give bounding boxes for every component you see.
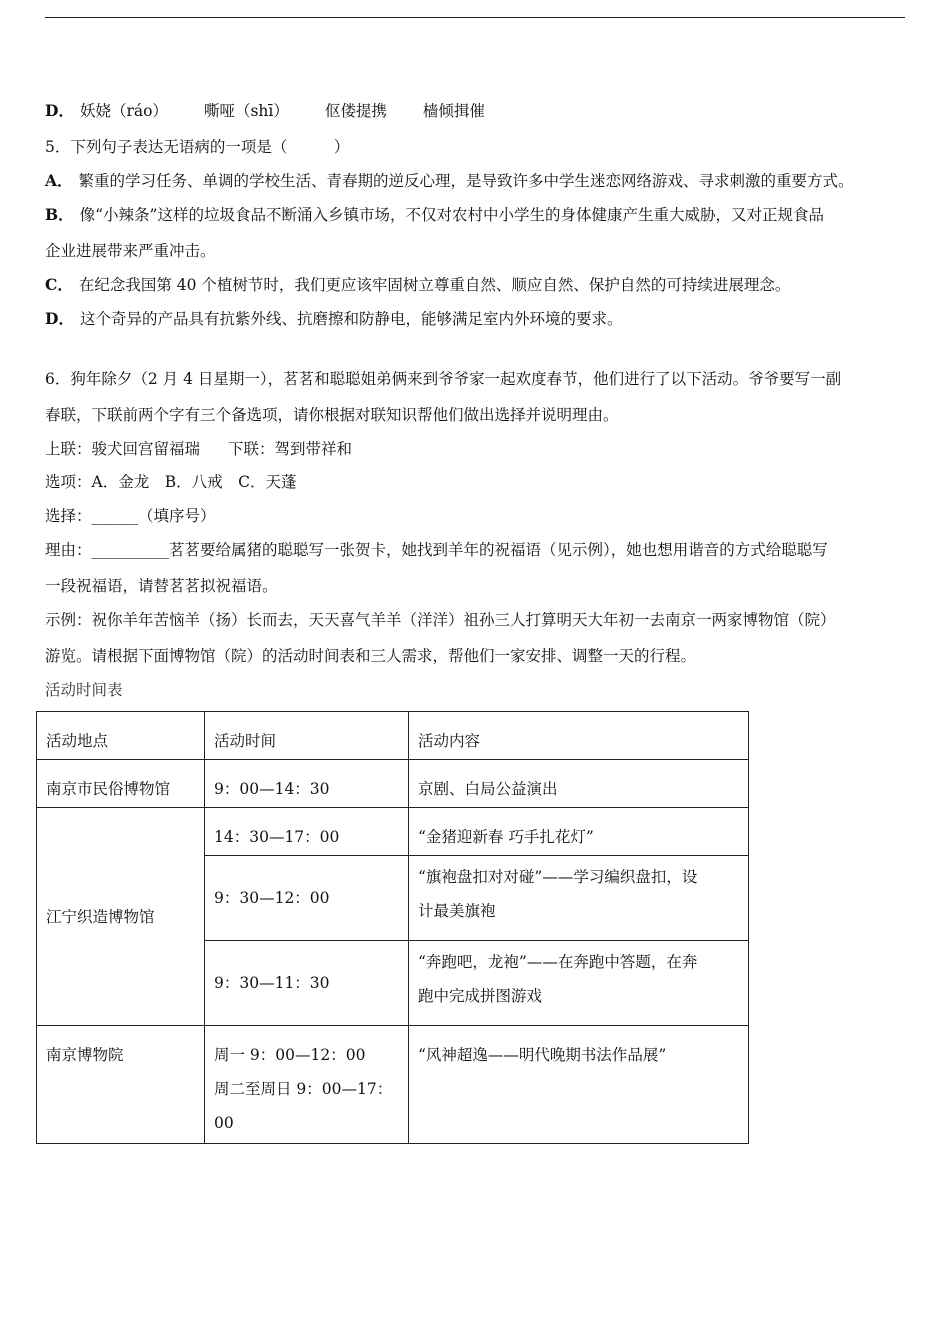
cell-place-jiangning: 江宁织造博物馆 [37, 808, 205, 1026]
q5-option-b [45, 204, 824, 226]
activity-schedule-table [36, 711, 749, 1144]
q5-option-b-cont: 企业进展带来严重冲击。 [45, 242, 216, 260]
cell-place: 南京博物院 [37, 1026, 205, 1144]
q6-line-1: 6．狗年除夕（2 月 4 日星期一），茗茗和聪聪姐弟俩来到爷爷家一起欢度春节，他们进行了以下活动。爷爷要写一副 [45, 370, 842, 388]
top-rule [45, 17, 905, 18]
cell-content-line: “奔跑吧，龙袍”——在奔跑中答题，在奔 [418, 953, 698, 971]
q6-reason-1: 理由：__________茗茗要给属猪的聪聪写一张贺卡，她找到羊年的祝福语（见示例），她也想用谐音的方式给聪聪写 [45, 541, 828, 559]
header-content: 活动内容 [409, 712, 749, 760]
cell-time-line: 周一 9：00—12：00 [214, 1046, 366, 1064]
option-label: D． [45, 101, 74, 120]
table-title: 活动时间表 [45, 681, 123, 699]
option-text: 这个奇异的产品具有抗紫外线、抗磨擦和防静电，能够满足室内外环境的要求。 [79, 310, 623, 328]
cell-content: “风神超逸——明代晚期书法作品展” [409, 1026, 749, 1144]
lower-couplet: 下联：驾到带祥和 [228, 440, 353, 458]
cell-time: 9：30—12：00 [205, 856, 409, 941]
cell-time-line: 00 [214, 1114, 234, 1132]
table-header-row [37, 712, 749, 760]
q5-stem: 5．下列句子表达无语病的一项是（ ） [45, 138, 350, 156]
q6-reason-2: 一段祝福语，请替茗茗拟祝福语。 [45, 577, 278, 595]
couplet-line [45, 438, 352, 460]
q5-option-c [45, 274, 790, 296]
cell-time-line: 周二至周日 9：00—17： [214, 1080, 393, 1098]
cell-time [205, 1026, 409, 1144]
word-4: 樯倾揖催 [422, 102, 485, 120]
cell-content-line: 计最美旗袍 [418, 902, 496, 920]
table-row [37, 1026, 749, 1144]
table-row [37, 808, 749, 856]
word-3: 伛偻提携 [324, 102, 387, 120]
cell-content-line: 跑中完成拼图游戏 [418, 987, 543, 1005]
q5-option-a [45, 170, 854, 192]
q6-choice: 选择：______（填序号） [45, 507, 216, 525]
upper-couplet: 上联：骏犬回宫留福瑞 [45, 440, 201, 458]
option-label: D． [45, 309, 74, 328]
cell-time: 9：00—14：30 [205, 760, 409, 808]
cell-content-line: “旗袍盘扣对对碰”——学习编织盘扣，设 [418, 868, 698, 886]
option-label: B． [45, 205, 74, 224]
cell-content [409, 856, 749, 941]
option-d-line [45, 100, 485, 122]
cell-time: 9：30—11：30 [205, 941, 409, 1026]
option-text: 繁重的学习任务、单调的学校生活、青春期的逆反心理，是导致许多中学生迷恋网络游戏、寻求刺激的重要方式。 [78, 172, 854, 190]
header-place: 活动地点 [37, 712, 205, 760]
q6-line-2: 春联，下联前两个字有三个备选项，请你根据对联知识帮他们做出选择并说明理由。 [45, 406, 619, 424]
word-2: 嘶哑（shī） [203, 102, 289, 120]
cell-content [409, 941, 749, 1026]
cell-content: 京剧、白局公益演出 [409, 760, 749, 808]
option-text: 在纪念我国第 40 个植树节时，我们更应该牢固树立尊重自然、顺应自然、保护自然的可持续进展理念。 [78, 276, 791, 294]
q6-example-1: 示例：祝你羊年苦恼羊（扬）长而去，天天喜气羊羊（洋洋）祖孙三人打算明天大年初一去南京一两家博物馆（院） [45, 611, 836, 629]
option-label: C． [45, 275, 73, 294]
q5-option-d [45, 308, 622, 330]
option-label: A． [45, 171, 73, 190]
cell-place: 南京市民俗博物馆 [37, 760, 205, 808]
q6-options: 选项：A．金龙 B．八戒 C．天蓬 [45, 473, 297, 491]
cell-time: 14：30—17：00 [205, 808, 409, 856]
table-row [37, 760, 749, 808]
word-1: 妖娆（ráo） [79, 102, 168, 120]
cell-content: “金猪迎新春 巧手扎花灯” [409, 808, 749, 856]
option-text: 像“小辣条”这样的垃圾食品不断涌入乡镇市场，不仅对农村中小学生的身体健康产生重大威胁，又对正规食品 [79, 206, 824, 224]
header-time: 活动时间 [205, 712, 409, 760]
q6-example-2: 游览。请根据下面博物馆（院）的活动时间表和三人需求，帮他们一家安排、调整一天的行程。 [45, 647, 697, 665]
